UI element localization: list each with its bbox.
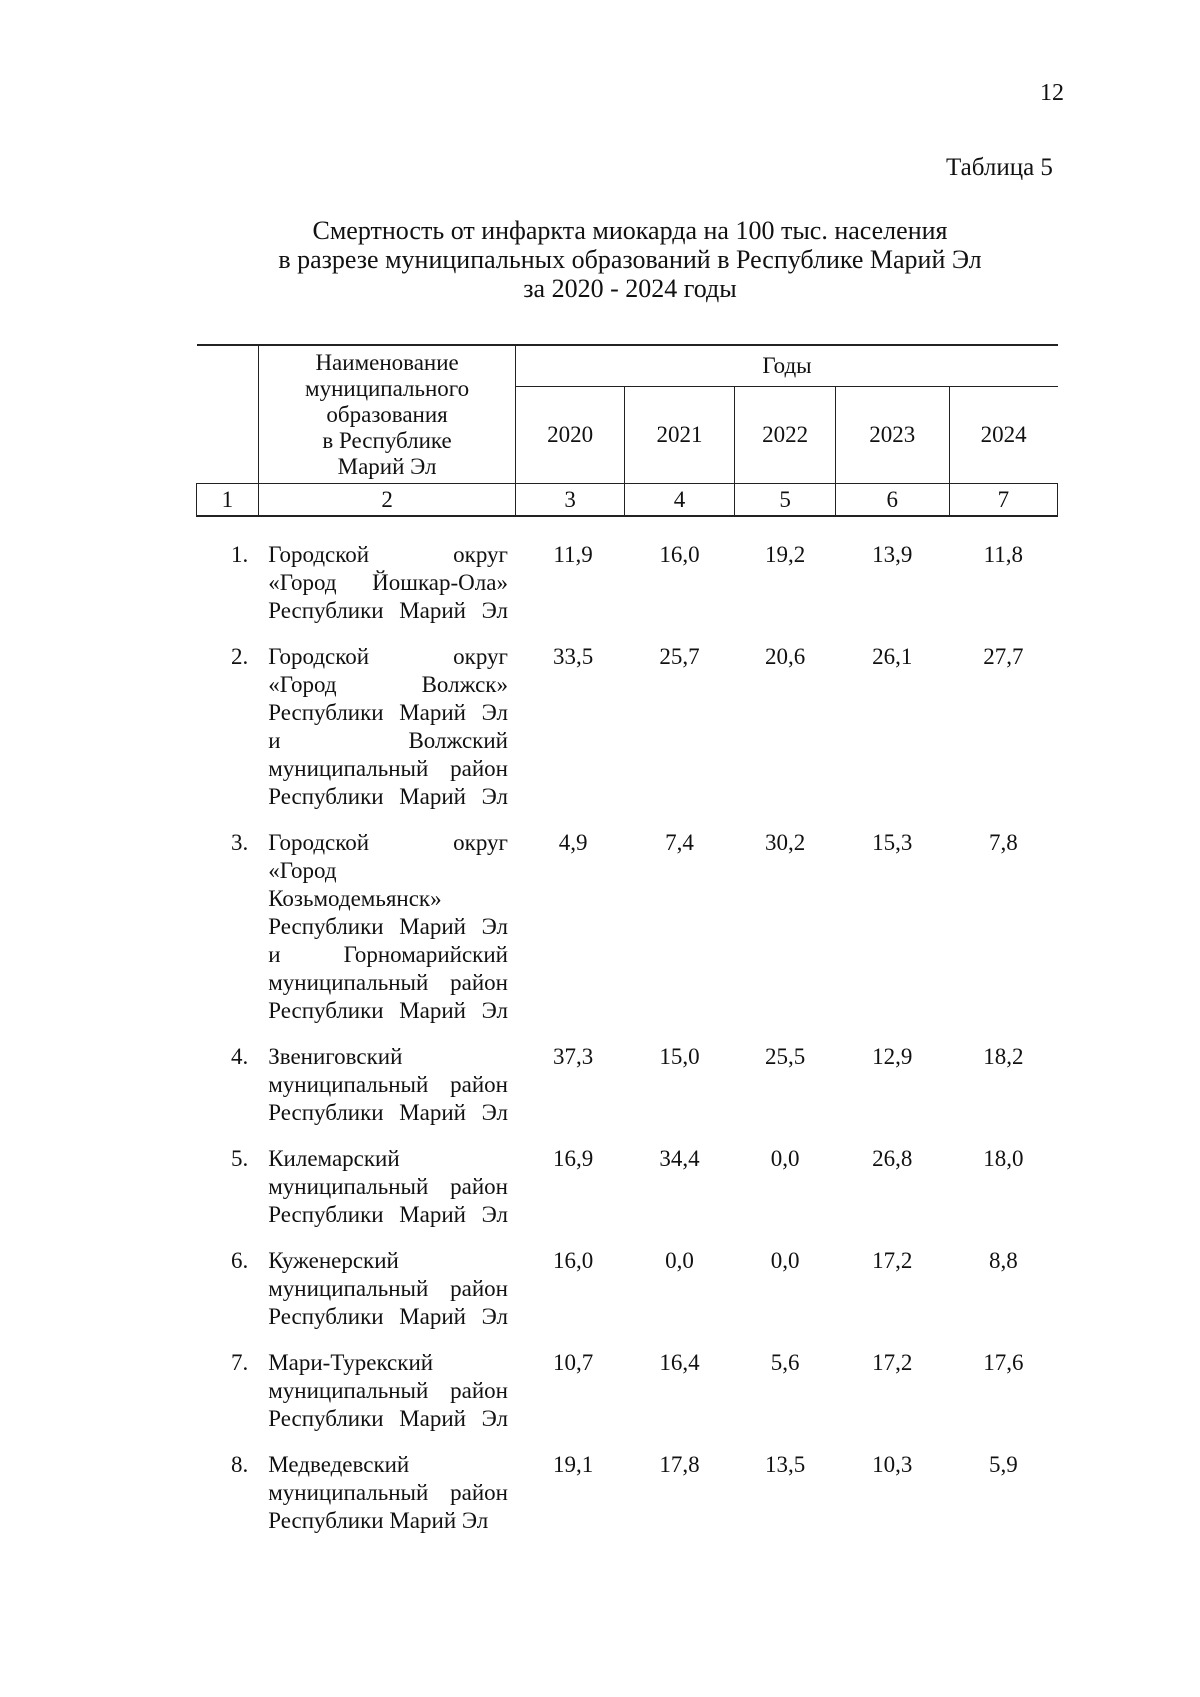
title-line: за 2020 - 2024 годы (523, 274, 737, 303)
table-row (197, 1349, 1058, 1451)
value-2022: 5,6 (770, 1350, 800, 1375)
value-2022: 13,5 (764, 1452, 806, 1477)
table-row (197, 829, 1058, 1043)
table-row (197, 516, 1058, 643)
value-2024: 11,8 (983, 542, 1024, 567)
value-2020: 33,5 (552, 644, 594, 669)
value-2021: 7,4 (665, 830, 694, 855)
column-number: 2 (258, 484, 516, 517)
column-number: 6 (835, 484, 949, 517)
row-number: 1. (230, 542, 249, 567)
column-number: 7 (949, 484, 1057, 517)
municipality-name: Куженерский муниципальный район Республики Марий Эл (268, 1248, 508, 1329)
header-year-2023: 2023 (835, 387, 949, 484)
row-number: 5. (230, 1146, 249, 1171)
table-body (197, 516, 1058, 1553)
row-number: 7. (230, 1350, 249, 1375)
value-2020: 10,7 (552, 1350, 594, 1375)
title-line: в разрезе муниципальных образований в Республике Марий Эл (278, 245, 982, 274)
row-number: 2. (230, 644, 249, 669)
value-2020: 4,9 (558, 830, 588, 855)
value-2021: 17,8 (659, 1452, 700, 1477)
value-2020: 16,9 (552, 1146, 594, 1171)
value-2021: 16,4 (659, 1350, 700, 1375)
value-2022: 19,2 (764, 542, 806, 567)
value-2021: 25,7 (659, 644, 700, 669)
column-number: 4 (624, 484, 734, 517)
value-2024: 8,8 (988, 1248, 1018, 1273)
municipality-name: Звениговский муниципальный район Республики Марий Эл (268, 1044, 508, 1125)
mortality-table (196, 344, 1058, 1553)
table-row (197, 1043, 1058, 1145)
row-number: 4. (230, 1044, 249, 1069)
value-2020: 11,9 (553, 542, 593, 567)
value-2023: 10,3 (872, 1452, 913, 1477)
value-2023: 17,2 (872, 1248, 913, 1273)
municipality-name: Медведевский муниципальный район Республики Марий Эл (268, 1452, 508, 1533)
header-year-2021: 2021 (624, 387, 734, 484)
table-row (197, 643, 1058, 829)
header-year-2020: 2020 (516, 387, 624, 484)
value-2024: 18,2 (983, 1044, 1024, 1069)
page-number: 12 (1040, 80, 1064, 106)
table-row (197, 1145, 1058, 1247)
value-2023: 12,9 (872, 1044, 913, 1069)
value-2024: 27,7 (983, 644, 1024, 669)
municipality-name: Килемарский муниципальный район Республики Марий Эл (268, 1146, 508, 1227)
value-2021: 0,0 (665, 1248, 694, 1273)
table-title (100, 216, 1160, 303)
value-2020: 19,1 (552, 1452, 594, 1477)
value-2024: 5,9 (988, 1452, 1018, 1477)
municipality-name: Мари-Турекский муниципальный район Республики Марий Эл (268, 1350, 508, 1431)
column-number: 3 (516, 484, 624, 517)
value-2023: 26,8 (872, 1146, 913, 1171)
value-2023: 17,2 (872, 1350, 913, 1375)
value-2020: 16,0 (552, 1248, 594, 1273)
table-row (197, 1247, 1058, 1349)
value-2020: 37,3 (552, 1044, 594, 1069)
row-number: 3. (230, 830, 249, 855)
value-2022: 0,0 (770, 1146, 800, 1171)
column-number: 1 (197, 484, 259, 517)
value-2024: 7,8 (988, 830, 1018, 855)
value-2024: 18,0 (983, 1146, 1024, 1171)
column-number: 5 (735, 484, 836, 517)
header-years-group: Годы (516, 345, 1058, 387)
table-row (197, 1451, 1058, 1553)
value-2021: 15,0 (659, 1044, 700, 1069)
value-2023: 15,3 (872, 830, 913, 855)
value-2021: 16,0 (659, 542, 700, 567)
header-name-column: Наименование муниципального образования в Республике Марий Эл (258, 345, 516, 484)
header-year-2024: 2024 (949, 387, 1057, 484)
row-number: 8. (230, 1452, 249, 1477)
value-2021: 34,4 (659, 1146, 700, 1171)
value-2022: 25,5 (764, 1044, 806, 1069)
table-label: Таблица 5 (946, 154, 1053, 181)
value-2023: 13,9 (872, 542, 913, 567)
value-2023: 26,1 (872, 644, 913, 669)
title-line: Смертность от инфаркта миокарда на 100 тыс. населения (312, 216, 948, 245)
municipality-name: Городской округ «Город Козьмодемьянск» Республики Марий Эл и Горномарийский муниципальный район Республики Марий Эл (268, 830, 508, 1023)
value-2022: 0,0 (770, 1248, 800, 1273)
municipality-name: Городской округ «Город Волжск» Республики Марий Эл и Волжский муниципальный район Республики Марий Эл (268, 644, 508, 809)
value-2022: 20,6 (764, 644, 806, 669)
municipality-name: Городской округ «Город Йошкар-Ола» Республики Марий Эл (268, 542, 508, 623)
header-year-2022: 2022 (735, 387, 836, 484)
value-2022: 30,2 (764, 830, 806, 855)
row-number: 6. (230, 1248, 249, 1273)
header-blank-cell (197, 345, 259, 484)
value-2024: 17,6 (983, 1350, 1024, 1375)
